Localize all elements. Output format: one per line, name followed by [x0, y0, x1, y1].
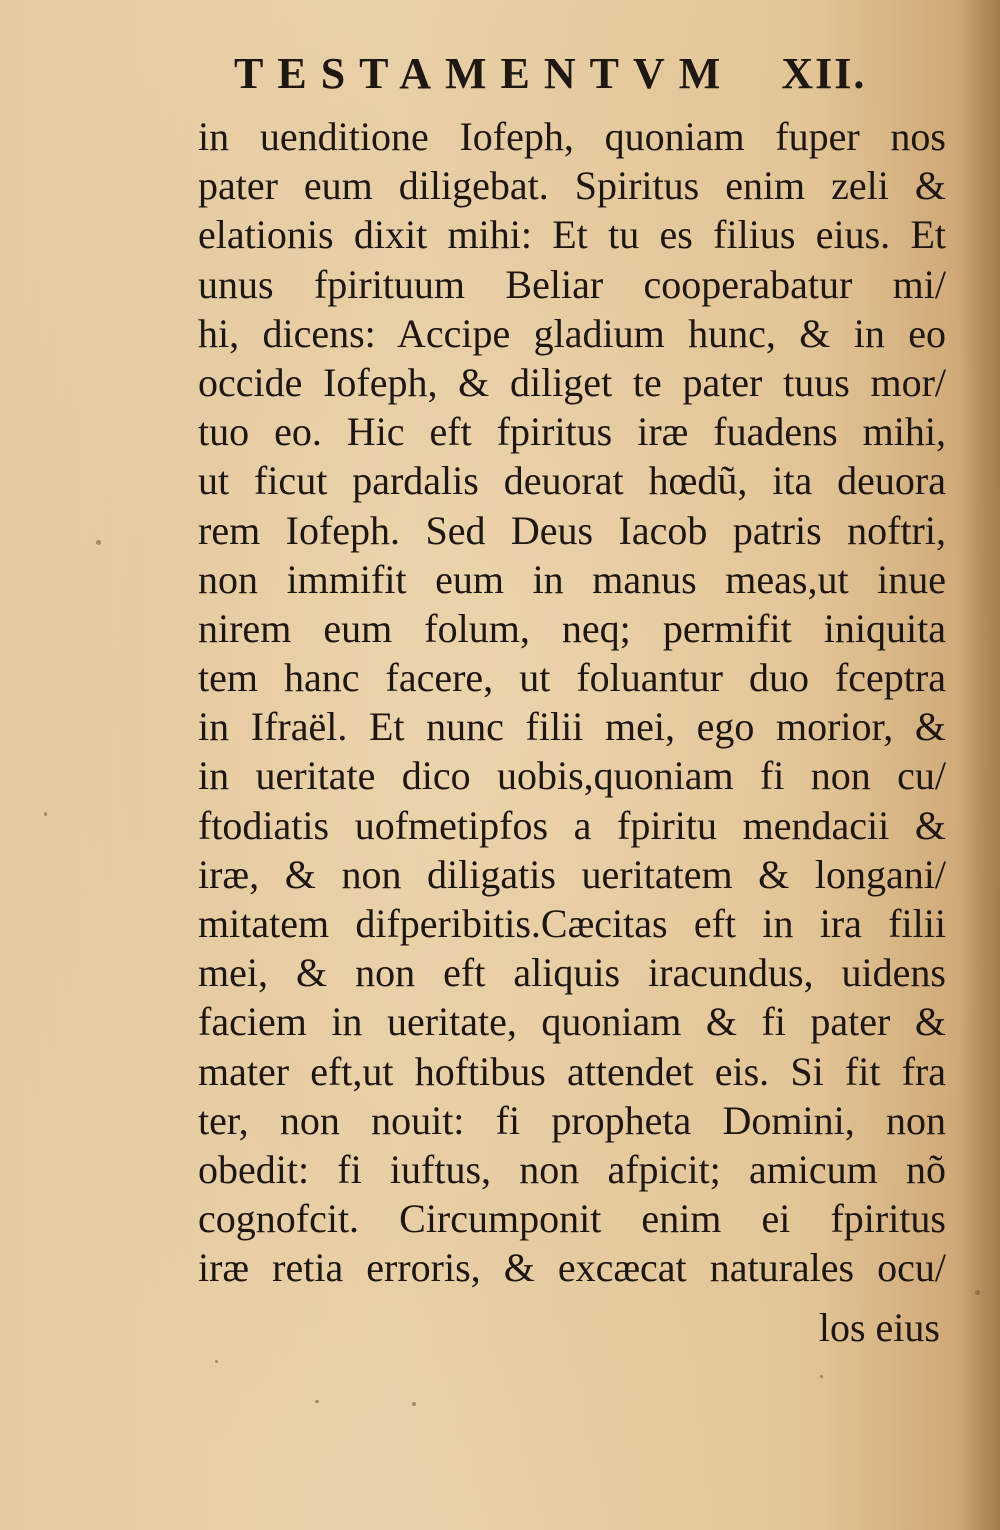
- text-line: nirem eum folum, neq; permifit iniquita: [198, 605, 946, 651]
- ink-speck: [215, 1360, 218, 1363]
- text-line: non immifit eum in manus meas,ut inue: [198, 556, 946, 602]
- text-line: ter, non nouit: fi propheta Domini, non: [198, 1097, 946, 1143]
- ink-speck: [820, 1375, 823, 1378]
- text-line: iræ, & non diligatis ueritatem & longani/: [198, 851, 946, 897]
- folio-number: XII.: [781, 49, 867, 98]
- text-line: hi, dicens: Accipe gladium hunc, & in eo: [198, 310, 946, 356]
- catchword: los eius: [818, 1305, 940, 1350]
- running-title: TESTAMENTVM: [234, 49, 735, 98]
- ink-speck: [412, 1402, 416, 1406]
- text-line: tem hanc facere, ut foluantur duo fceptra: [198, 655, 946, 701]
- text-line: tuo eo. Hic eft fpiritus iræ fuadens mihi,: [198, 409, 946, 455]
- text-line: rem Iofeph. Sed Deus Iacob patris noftri,: [198, 507, 946, 553]
- text-line: ut ficut pardalis deuorat hœdũ, ita deuora: [198, 458, 946, 504]
- text-line: obedit: fi iuftus, non afpicit; amicum nõ: [198, 1146, 946, 1192]
- text-block: [198, 112, 946, 1293]
- text-line: pater eum diligebat. Spiritus enim zeli &: [198, 163, 946, 209]
- ink-speck: [44, 812, 47, 816]
- ink-speck: [96, 540, 101, 545]
- text-line: iræ retia erroris, & excæcat naturales ocu/: [198, 1245, 946, 1291]
- text-line: in uenditione Iofeph, quoniam fuper nos: [198, 114, 946, 159]
- text-line: mei, & non eft aliquis iracundus, uidens: [198, 950, 946, 996]
- ink-speck: [975, 1290, 980, 1295]
- running-header: [234, 48, 934, 108]
- text-line: mater eft,ut hoftibus attendet eis. Si fit fra: [198, 1048, 946, 1094]
- text-line: faciem in ueritate, quoniam & fi pater &: [198, 999, 946, 1045]
- text-line: cognofcit. Circumponit enim ei fpiritus: [198, 1196, 946, 1242]
- text-line: elationis dixit mihi: Et tu es filius eius. Et: [198, 212, 946, 258]
- text-line: unus fpirituum Beliar cooperabatur mi/: [198, 261, 946, 307]
- text-line: mitatem difperibitis.Cæcitas eft in ira filii: [198, 901, 946, 946]
- text-line: occide Iofeph, & diliget te pater tuus mor/: [198, 359, 946, 405]
- ink-speck: [315, 1400, 319, 1403]
- text-line: in Ifraël. Et nunc filii mei, ego morior, &: [198, 704, 946, 750]
- text-line: in ueritate dico uobis,quoniam fi non cu/: [198, 753, 946, 799]
- text-line: ftodiatis uofmetipfos a fpiritu mendacii &: [198, 802, 946, 848]
